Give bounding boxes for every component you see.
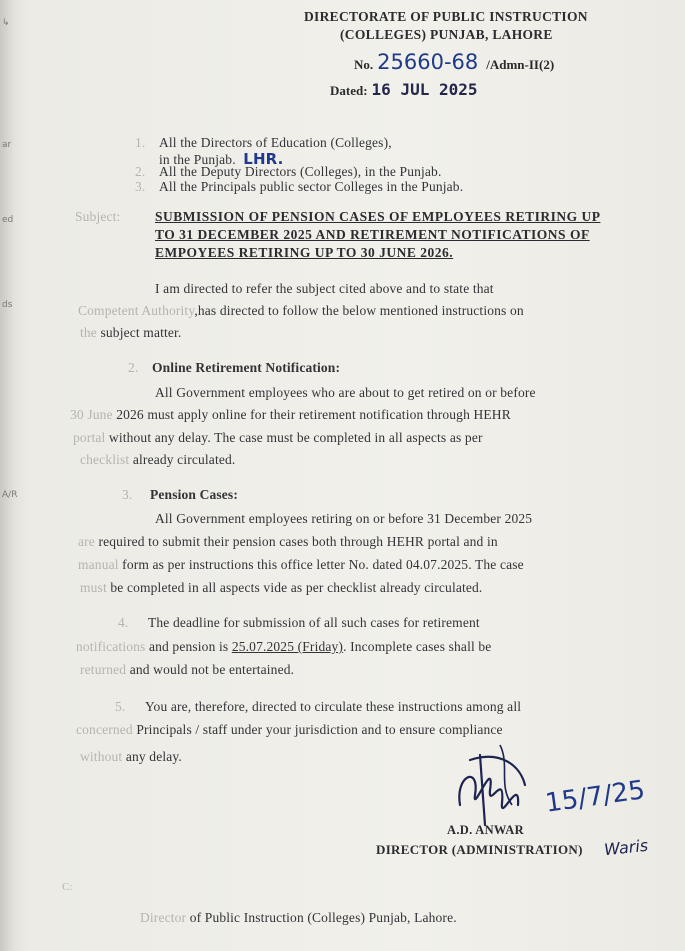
para5-line2: concerned Principals / staff under your jurisdiction and to ensure compliance [76, 722, 503, 737]
subject-line1: SUBMISSION OF PENSION CASES OF EMPLOYEES RETIRING UP [155, 209, 601, 224]
para4-line3: returned and would not be entertained. [80, 662, 295, 677]
para2-line4: checklist already circulated. [80, 452, 236, 467]
subject-line3: EMPOYEES RETIRING UP TO 30 JUNE 2026. [155, 245, 454, 260]
para3-line2: are required to submit their pension cases both through HEHR portal and in [78, 534, 498, 549]
para3-line4: must be completed in all aspects vide as per checklist already circulated. [80, 580, 483, 595]
letter-number [354, 50, 554, 74]
para2-line3: portal without any delay. The case must be completed in all aspects as per [73, 430, 483, 445]
para5-line1: 5. You are, therefore, directed to circulate these instructions among all [115, 699, 522, 714]
margin-mark: ↳ [2, 18, 10, 28]
addressee-1: 1. All the Directors of Education (Colleges), [135, 135, 392, 150]
para3-line3: manual form as per instructions this office letter No. dated 04.07.2025. The case [78, 557, 524, 572]
para1-line1: I am directed to refer the subject cited above and to state that [155, 281, 494, 296]
signatory-name: A.D. ANWAR [447, 823, 524, 837]
margin-mark: ed [2, 215, 14, 225]
para2-heading: 2. Online Retirement Notification: [128, 360, 341, 375]
para1-line2: Competent Authority,has directed to follow the below mentioned instructions on [78, 303, 524, 318]
handwritten-sign-date: 15/7/25 [543, 775, 647, 819]
addressee-3: 3. All the Principals public sector Colleges in the Punjab. [135, 179, 464, 194]
margin-mark: A/R [2, 490, 18, 500]
letter-number-suffix: /Admn-II(2) [486, 57, 555, 72]
dated-stamp: 16 JUL 2025 [371, 80, 478, 99]
para4-line1: 4. The deadline for submission of all such cases for retirement [118, 615, 480, 630]
para4-line2: notifications and pension is 25.07.2025 (Friday). Incomplete cases shall be [76, 639, 492, 654]
deadline-date: 25.07.2025 (Friday) [231, 639, 344, 654]
para1-line3: the subject matter. [80, 325, 182, 340]
cc-mark: C: [62, 881, 73, 893]
handwritten-note: Waris [603, 835, 649, 860]
para5-line3: without any delay. [80, 749, 182, 764]
footer-line: Director of Public Instruction (Colleges) Punjab, Lahore. [140, 910, 457, 925]
subject-line2: TO 31 DECEMBER 2025 AND RETIREMENT NOTIFICATIONS OF [155, 227, 590, 242]
margin-mark: ds [2, 300, 13, 310]
signatory-designation: DIRECTOR (ADMINISTRATION) [376, 842, 583, 857]
letter-number-value: 25660-68 [377, 50, 479, 74]
handwritten-lhr: LHR. [243, 150, 284, 168]
header-line1: DIRECTORATE OF PUBLIC INSTRUCTION [304, 9, 588, 24]
addressee-2: 2. All the Deputy Directors (Colleges), in the Punjab. [135, 164, 442, 179]
para3-line1: All Government employees retiring on or before 31 December 2025 [155, 511, 533, 526]
dated-line [330, 80, 478, 100]
para3-heading: 3. Pension Cases: [122, 487, 238, 502]
dated-label: Dated: [330, 83, 368, 98]
para2-line2: 30 June 2026 must apply online for their retirement notification through HEHR [70, 407, 511, 422]
margin-mark: ar [2, 140, 12, 150]
subject-label: Subject: [75, 209, 121, 224]
addressee-1-cont: in the Punjab. LHR. [159, 150, 284, 168]
para2-line1: All Government employees who are about to get retired on or before [155, 385, 536, 400]
header-line2: (COLLEGES) PUNJAB, LAHORE [340, 27, 553, 42]
letter-number-label: No. [354, 57, 374, 72]
